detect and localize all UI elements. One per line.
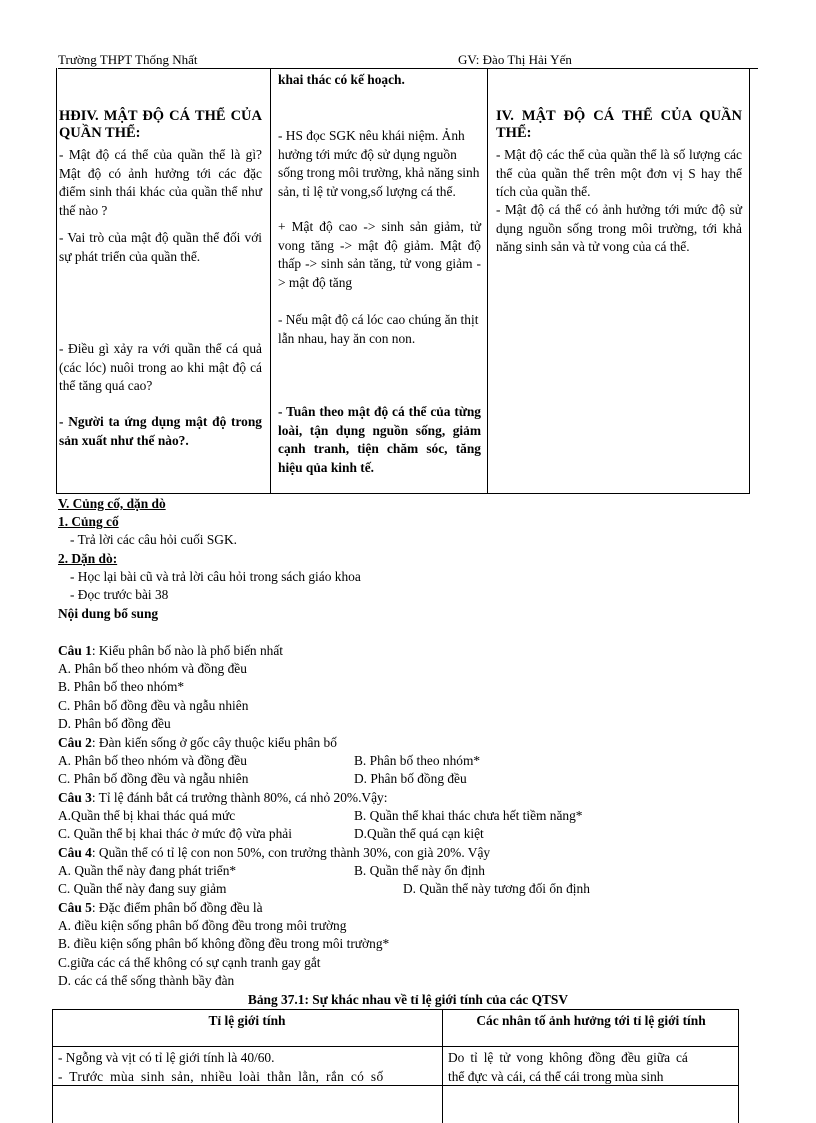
- q3-option-b: B. Quần thể khai thác chưa hết tiềm năng*: [354, 808, 583, 823]
- answer-fish-density: - Nếu mật độ cá lóc cao chúng ăn thịt lẫn nhau, hay ăn con non.: [278, 312, 479, 346]
- header-factors: Các nhân tố ảnh hưởng tới tỉ lệ giới tính: [476, 1013, 706, 1028]
- question-3: Câu 3: Tỉ lệ đánh bắt cá trưởng thành 80%, cá nhỏ 20%.Vậy:: [58, 790, 388, 805]
- q5-option-b: B. điều kiện sống phân bố không đồng đều trong môi trường*: [58, 936, 390, 951]
- q1-option-a: A. Phân bố theo nhóm và đồng đều: [58, 661, 247, 676]
- header-sex-ratio: Tỉ lệ giới tính: [208, 1013, 286, 1028]
- answer-density-effects: + Mật độ cao -> sinh sản giảm, tử vong tăng -> mật độ giảm. Mật độ thấp -> sinh sản tăng, tử vong giảm -> mật độ tăng: [278, 219, 481, 290]
- q2-option-a: A. Phân bố theo nhóm và đồng đều: [58, 753, 247, 768]
- question-density-role: - Vai trò của mật độ quần thể đối với sự phát triển của quần thể.: [59, 230, 262, 264]
- q3-option-d: D.Quần thể quá cạn kiệt: [354, 826, 484, 841]
- homework-item-1: - Học lại bài cũ và trả lời câu hỏi trong sách giáo khoa: [70, 569, 361, 584]
- section-v-title: V. Củng cố, dặn dò: [58, 496, 166, 511]
- table-border-bottom: [56, 493, 750, 494]
- section-iv-activity-title: HĐIV. MẬT ĐỘ CÁ THỂ CỦA QUẦN THỂ:: [59, 108, 262, 141]
- question-2: Câu 2: Đàn kiến sống ở gốc cây thuộc kiểu phân bố: [58, 735, 337, 750]
- q5-option-d: D. các cá thể sống thành bầy đàn: [58, 973, 235, 988]
- q4-option-b: B. Quần thể này ổn định: [354, 863, 485, 878]
- consolidation-heading: 1. Củng cố: [58, 514, 119, 529]
- q3-option-c: C. Quần thể bị khai thác ở mức độ vừa phải: [58, 826, 292, 841]
- homework-item-2: - Đọc trước bài 38: [70, 587, 169, 602]
- answer-application: - Tuân theo mật độ cá thể của từng loài, tận dụng nguồn sống, giảm cạnh tranh, tiện chăm sóc, tăng hiệu qủa kinh tế.: [278, 404, 481, 475]
- q1-option-c: C. Phân bố đồng đều và ngẫu nhiên: [58, 698, 249, 713]
- q2-option-d: D. Phân bố đồng đều: [354, 771, 467, 786]
- q5-option-c: C.giữa các cá thể không có sự cạnh tranh gay gắt: [58, 955, 321, 970]
- row1-col1-line2: - Trước mùa sinh sản, nhiều loài thằn lằn, rắn có số: [58, 1069, 384, 1084]
- table-divider-1: [270, 68, 271, 494]
- q2-option-c: C. Phân bố đồng đều và ngẫu nhiên: [58, 771, 249, 786]
- q1-option-d: D. Phân bố đồng đều: [58, 716, 171, 731]
- q3-option-a: A.Quần thể bị khai thác quá mức: [58, 808, 236, 823]
- school-name: Trường THPT Thống Nhất: [58, 52, 198, 67]
- question-1: Câu 1: Kiểu phân bố nào là phổ biến nhất: [58, 643, 284, 658]
- page-header: [58, 52, 758, 69]
- table-right-border: [738, 1009, 739, 1123]
- table-header-border: [52, 1046, 739, 1047]
- q4-option-d: D. Quần thể này tương đối ổn định: [403, 881, 590, 896]
- row1-col2-line2: thể đực và cái, cá thể cái trong mùa sinh: [448, 1069, 664, 1084]
- question-density-definition: - Mật độ cá thể của quần thể là gì? Mật độ có ảnh hưởng tới các đặc điểm sinh thái khác của quần thể như thế nào ?: [59, 147, 262, 218]
- row1-col2-line1: Do tỉ lệ tử vong không đồng đều giữa cá: [448, 1050, 688, 1065]
- q4-option-c: C. Quần thể này đang suy giảm: [58, 881, 227, 896]
- extra-content-heading: Nội dung bổ sung: [58, 606, 159, 621]
- question-application: - Người ta ứng dụng mật độ trong sản xuất như thế nào?.: [59, 414, 262, 448]
- answer-density-concept: - HS đọc SGK nêu khái niệm. Ảnh hưởng tới mức độ sử dụng nguồn sống trong môi trường, khả năng sinh sản, tỉ lệ tử vong,số lượng cá thể.: [278, 128, 480, 199]
- table-row-border: [52, 1085, 739, 1086]
- q2-option-b: B. Phân bố theo nhóm*: [354, 753, 481, 768]
- teacher-name: GV: Đào Thị Hải Yến: [458, 52, 572, 67]
- table-divider-2: [487, 68, 488, 494]
- row1-col1-line1: - Ngỗng và vịt có tỉ lệ giới tính là 40/60.: [58, 1050, 275, 1065]
- consolidation-item: - Trả lời các câu hỏi cuối SGK.: [70, 532, 237, 547]
- table-caption: Bảng 37.1: Sự khác nhau về tỉ lệ giới tính của các QTSV: [247, 992, 569, 1007]
- q5-option-a: A. điều kiện sống phân bố đồng đều trong môi trường: [58, 918, 347, 933]
- section-iv-title: IV. MẬT ĐỘ CÁ THỂ CỦA QUẦN THỂ:: [496, 108, 742, 141]
- question-fish-density: - Điều gì xảy ra với quần thể cá quả (các lóc) nuôi trong ao khi mật độ cá thể tăng quá cao?: [59, 341, 262, 393]
- homework-heading: 2. Dặn dò:: [58, 551, 118, 566]
- table-mid-border: [442, 1009, 443, 1123]
- carryover-text: khai thác có kế hoạch.: [278, 72, 405, 87]
- density-definition: - Mật độ các thể của quần thể là số lượng các thể của quần thể trên một đơn vị S hay thể tích của quần thể.: [496, 147, 742, 199]
- question-4: Câu 4: Quần thể có tỉ lệ con non 50%, con trưởng thành 30%, con già 20%. Vậy: [58, 845, 491, 860]
- question-5: Câu 5: Đặc điểm phân bố đồng đều là: [58, 900, 263, 915]
- table-border-left: [56, 68, 57, 494]
- density-effects: - Mật độ cá thể có ảnh hưởng tới mức độ sử dụng nguồn sống trong môi trường, tới khả năng sinh sản và tử vong của cá thể.: [496, 202, 742, 254]
- table-border-right: [749, 68, 750, 494]
- table-top-border: [52, 1009, 739, 1010]
- q4-option-a: A. Quần thể này đang phát triển*: [58, 863, 237, 878]
- q1-option-b: B. Phân bố theo nhóm*: [58, 679, 185, 694]
